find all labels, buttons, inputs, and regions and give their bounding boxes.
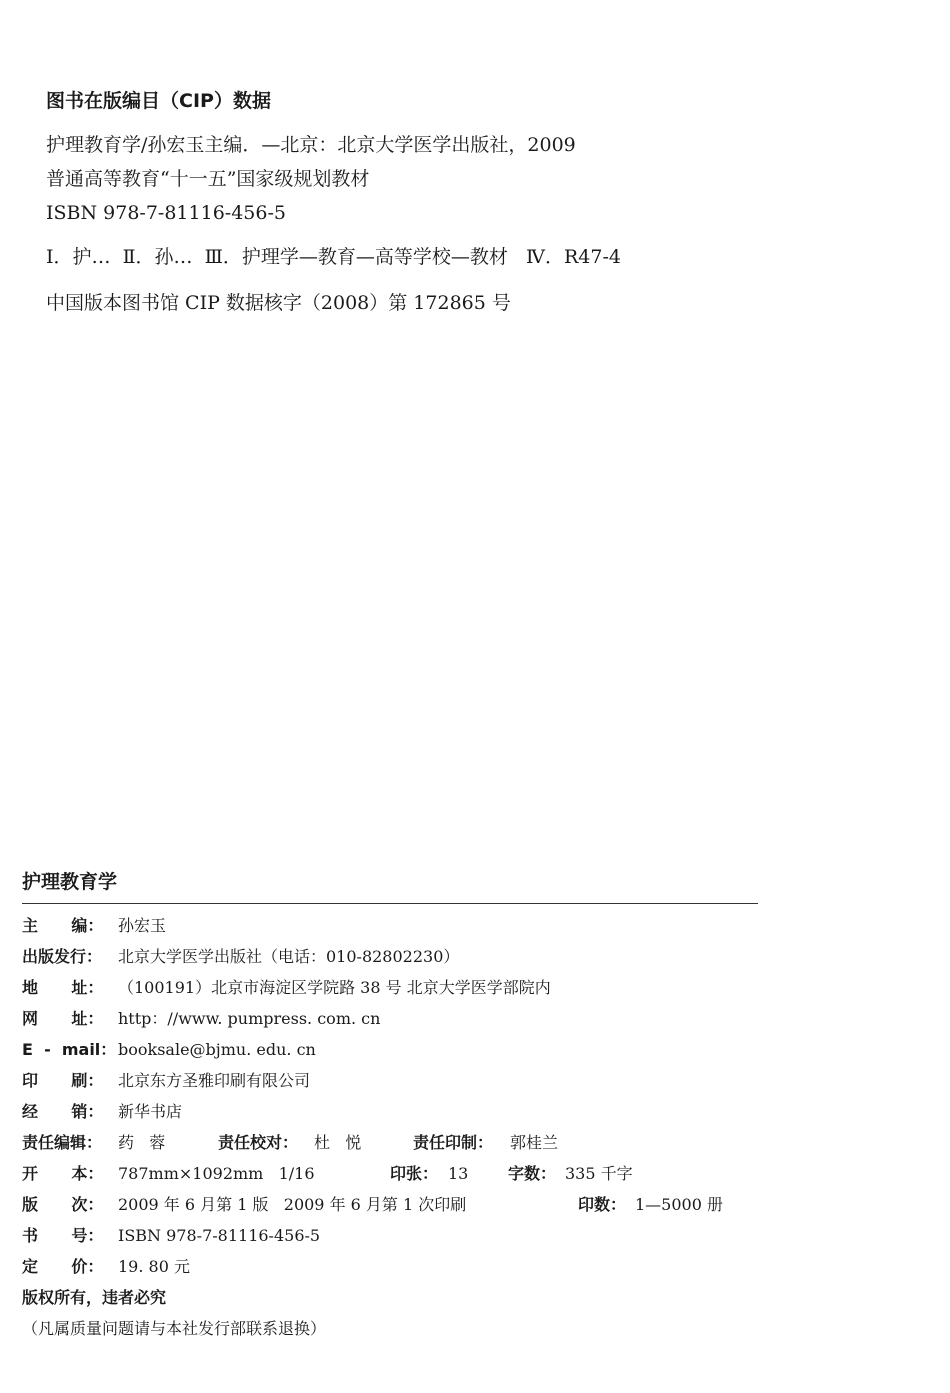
label-responsible-proofreader: 责任校对：	[218, 1133, 299, 1152]
value-distributor: 新华书店	[118, 1102, 183, 1121]
value-copies: 1—5000 册	[635, 1195, 723, 1214]
label-address: 地 址：	[22, 978, 104, 997]
value-sheets: 13	[448, 1164, 469, 1183]
row-distributor	[22, 1096, 758, 1127]
value-responsible-printing: 郭桂兰	[510, 1133, 559, 1152]
value-address: （100191）北京市海淀区学院路 38 号 北京大学医学部院内	[118, 978, 551, 997]
value-price: 19. 80 元	[118, 1257, 190, 1276]
label-printer: 印 刷：	[22, 1071, 104, 1090]
copyright-notice: 版权所有，违者必究	[22, 1288, 167, 1307]
label-format: 开 本：	[22, 1164, 104, 1183]
row-website	[22, 1003, 758, 1034]
cip-line-subjects: Ⅰ．护… Ⅱ．孙… Ⅲ．护理学—教育—高等学校—教材 Ⅳ．R47-4	[46, 246, 621, 268]
cip-line-isbn: ISBN 978-7-81116-456-5	[46, 202, 286, 224]
label-distributor: 经 销：	[22, 1102, 104, 1121]
value-responsible-proofreader: 杜 悦	[314, 1133, 362, 1152]
row-isbn	[22, 1220, 758, 1251]
row-address	[22, 972, 758, 1003]
cip-block	[46, 86, 906, 320]
row-editor	[22, 910, 758, 941]
row-format	[22, 1158, 758, 1189]
label-publisher: 出版发行：	[22, 947, 103, 966]
value-responsible-editor: 药 蓉	[118, 1133, 166, 1152]
value-words: 335 千字	[565, 1164, 633, 1183]
label-copies: 印数：	[578, 1195, 627, 1214]
row-printer	[22, 1065, 758, 1096]
label-responsible-printing: 责任印制：	[413, 1133, 494, 1152]
cip-heading: 图书在版编目（CIP）数据	[46, 90, 271, 112]
label-responsible-editor: 责任编辑：	[22, 1133, 103, 1152]
value-printer: 北京东方圣雅印刷有限公司	[118, 1071, 311, 1090]
value-isbn: ISBN 978-7-81116-456-5	[118, 1226, 321, 1245]
value-email[interactable]: booksale@bjmu. edu. cn	[118, 1040, 316, 1059]
label-edition: 版 次：	[22, 1195, 104, 1214]
label-sheets: 印张：	[390, 1164, 439, 1183]
row-staff	[22, 1127, 758, 1158]
book-title: 护理教育学	[22, 871, 118, 893]
label-website: 网 址：	[22, 1009, 104, 1028]
value-format: 787mm×1092mm 1/16	[118, 1164, 315, 1183]
value-website[interactable]: http：//www. pumpress. com. cn	[118, 1009, 381, 1028]
return-note: （凡属质量问题请与本社发行部联系退换）	[22, 1319, 327, 1338]
label-words: 字数：	[508, 1164, 557, 1183]
row-edition	[22, 1189, 758, 1220]
divider-rule	[22, 903, 758, 904]
value-edition: 2009 年 6 月第 1 版 2009 年 6 月第 1 次印刷	[118, 1195, 467, 1214]
label-email: E - mail：	[22, 1040, 117, 1059]
value-publisher: 北京大学医学出版社（电话：010-82802230）	[118, 947, 460, 966]
row-publisher	[22, 941, 758, 972]
cip-line-record: 中国版本图书馆 CIP 数据核字（2008）第 172865 号	[46, 292, 511, 314]
label-editor: 主 编：	[22, 916, 104, 935]
colophon-block	[22, 866, 758, 1344]
row-price	[22, 1251, 758, 1282]
label-price: 定 价：	[22, 1257, 104, 1276]
cip-line-series: 普通高等教育“十一五”国家级规划教材	[46, 168, 370, 190]
value-editor: 孙宏玉	[118, 916, 167, 935]
label-isbn: 书 号：	[22, 1226, 104, 1245]
row-email	[22, 1034, 758, 1065]
cip-line-title: 护理教育学/孙宏玉主编．—北京：北京大学医学出版社，2009	[46, 134, 576, 156]
